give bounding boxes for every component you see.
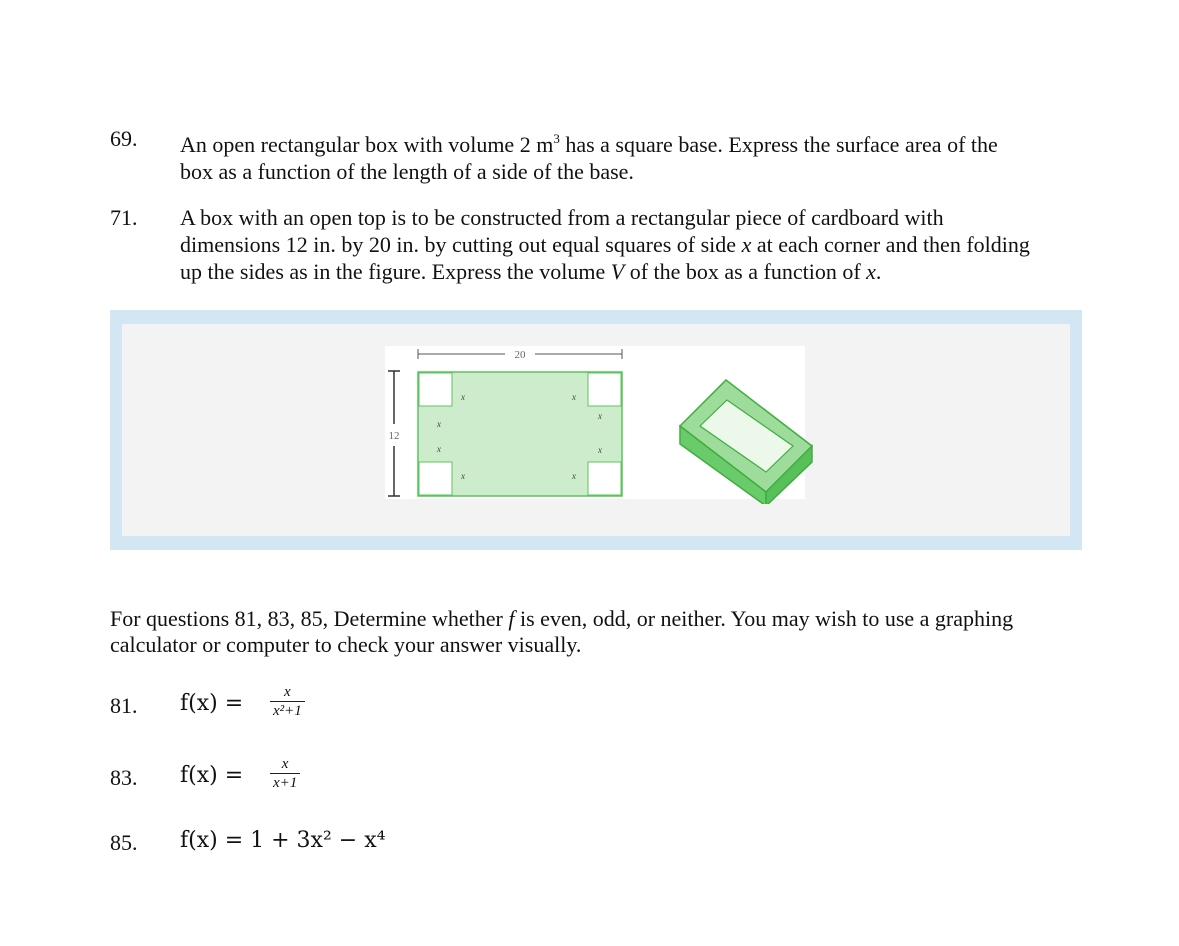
corner-square — [588, 462, 621, 495]
problem-number: 69. — [110, 126, 138, 151]
problem-number: 71. — [110, 205, 138, 230]
problem-number: 81. — [110, 693, 138, 718]
problem-line: up the sides as in the figure. Express the volume V of the box as a function of x. — [180, 259, 882, 284]
corner-square — [588, 373, 621, 406]
function-lhs: f(x) = — [180, 691, 244, 716]
x-label: x — [461, 392, 465, 402]
folded-box-illustration — [672, 364, 822, 504]
x-label: x — [598, 445, 602, 455]
corner-square — [419, 373, 452, 406]
corner-square — [419, 462, 452, 495]
denominator: x²+1 — [270, 701, 305, 720]
problem-85 — [110, 826, 510, 862]
fraction — [270, 756, 300, 792]
problem-line: box as a function of the length of a side of the base. — [180, 159, 634, 184]
height-label: 12 — [388, 430, 400, 442]
problem-number: 85. — [110, 830, 138, 855]
x-label: x — [437, 419, 441, 429]
x-label: x — [572, 392, 576, 402]
fraction — [270, 684, 305, 720]
problem-line: A box with an open top is to be constructed from a rectangular piece of cardboard with — [180, 205, 944, 230]
superscript: 3 — [553, 131, 560, 146]
problem-line: dimensions 12 in. by 20 in. by cutting out equal squares of side x at each corner and then folding — [180, 232, 1030, 257]
function-lhs: f(x) = — [180, 763, 244, 788]
width-label: 20 — [514, 349, 526, 361]
function-expression: f(x) = 1 + 3x² − x⁴ — [180, 828, 386, 853]
numerator: x — [284, 684, 291, 700]
problem-81 — [110, 680, 410, 734]
problem-line: An open rectangular box with volume 2 $m^3$ has a square base. Express the surface area of the — [180, 131, 998, 157]
instructions-line: calculator or computer to check your answer visually. — [110, 632, 582, 657]
problem-83 — [110, 752, 410, 806]
problem-number: 83. — [110, 765, 138, 790]
figure-panel — [122, 324, 1070, 536]
problem-text — [180, 204, 1030, 285]
instructions — [110, 606, 1013, 658]
x-label: x — [437, 444, 441, 454]
denominator: x+1 — [270, 773, 300, 792]
problem-text — [180, 125, 998, 185]
x-label: x — [461, 471, 465, 481]
x-label: x — [598, 411, 602, 421]
figure-frame — [110, 310, 1082, 550]
x-label: x — [572, 471, 576, 481]
instructions-line: For questions 81, 83, 85, Determine whether f is even, odd, or neither. You may wish to use a graphing — [110, 606, 1014, 631]
numerator: x — [281, 756, 289, 772]
